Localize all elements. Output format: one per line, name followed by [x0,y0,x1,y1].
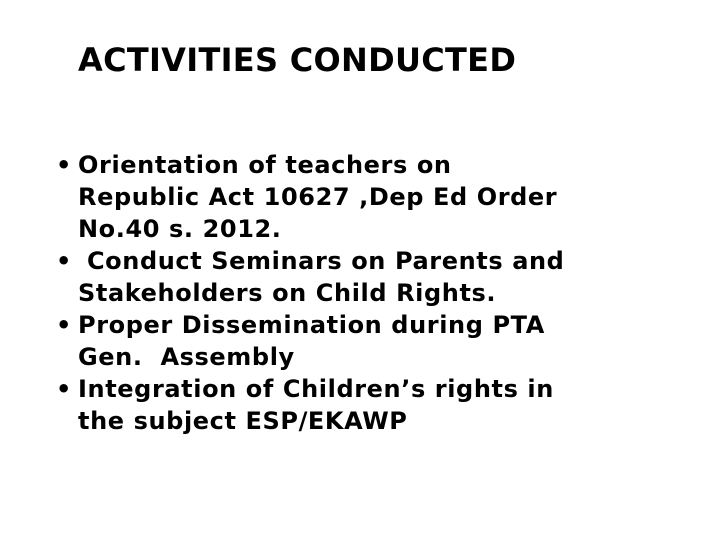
bullet-text-line: Proper Dissemination during PTA [78,311,545,339]
slide-title: ACTIVITIES CONDUCTED [78,41,517,79]
bullet-text-line: Conduct Seminars on Parents and [78,247,565,275]
bullet-icon: • [56,151,72,179]
bullet-text-line: Orientation of teachers on [78,151,452,179]
bullet-text-line: No.40 s. 2012. [78,215,282,243]
bullet-icon: • [56,247,72,275]
bullet-text-line: Republic Act 10627 ,Dep Ed Order [78,183,558,211]
bullet-icon: • [56,375,72,403]
bullet-text-line: Stakeholders on Child Rights. [78,279,497,307]
bullet-text-line: the subject ESP/EKAWP [78,407,408,435]
bullet-list [56,149,696,437]
bullet-icon: • [56,311,72,339]
bullet-item-integration [56,373,696,437]
bullet-text-line: Integration of Children’s rights in [78,375,554,403]
bullet-item-dissemination [56,309,696,373]
bullet-text-line: Gen. Assembly [78,343,295,371]
bullet-item-orientation [56,149,696,245]
bullet-item-seminars [56,245,696,309]
